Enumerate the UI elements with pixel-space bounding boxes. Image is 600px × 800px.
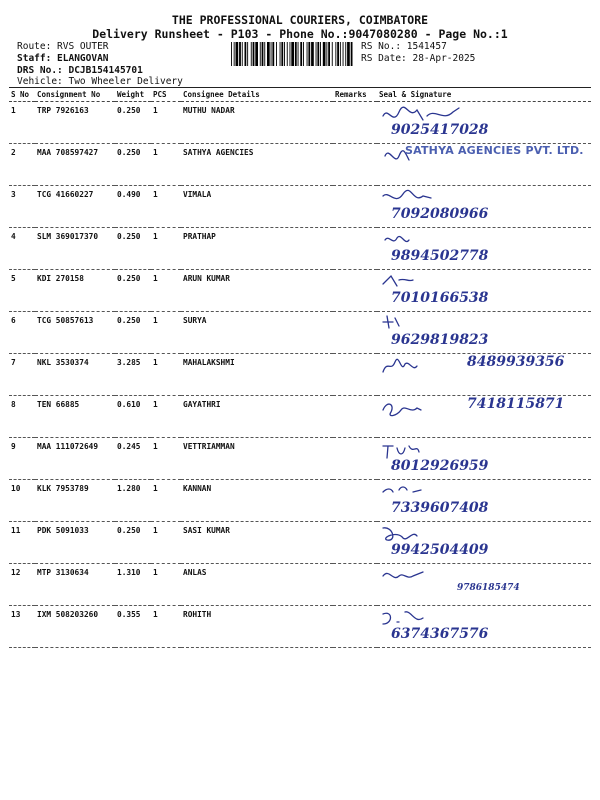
row-consignee: MAHALAKSHMI bbox=[181, 354, 333, 396]
row-pcs: 1 bbox=[151, 312, 181, 354]
table-row bbox=[9, 480, 591, 522]
row-weight: 0.250 bbox=[115, 312, 151, 354]
row-consignment-no: TCG 41660227 bbox=[35, 186, 115, 228]
row-sno: 9 bbox=[9, 438, 35, 480]
drs-number: DRS No.: DCJB154145701 bbox=[17, 65, 143, 76]
row-signature bbox=[377, 438, 591, 480]
row-consignee: KANNAN bbox=[181, 480, 333, 522]
table-row bbox=[9, 438, 591, 480]
row-consignment-no: MTP 3130634 bbox=[35, 564, 115, 606]
runsheet-subtitle: Delivery Runsheet - P103 - Phone No.:9047080280 - Page No.:1 bbox=[92, 27, 508, 41]
row-sno: 3 bbox=[9, 186, 35, 228]
handwritten-signature-icon bbox=[377, 518, 587, 562]
table-row bbox=[9, 396, 591, 438]
handwritten-signature-icon bbox=[377, 602, 587, 646]
handwritten-signature-icon bbox=[377, 308, 587, 352]
handwritten-phone: 9025417028 bbox=[391, 122, 489, 138]
runsheet-table bbox=[9, 87, 591, 648]
row-signature bbox=[377, 312, 591, 354]
row-sno: 12 bbox=[9, 564, 35, 606]
row-pcs: 1 bbox=[151, 186, 181, 228]
company-title: THE PROFESSIONAL COURIERS, COIMBATORE bbox=[171, 13, 429, 27]
row-weight: 0.250 bbox=[115, 228, 151, 270]
handwritten-phone: 9786185474 bbox=[457, 583, 520, 593]
table-row bbox=[9, 354, 591, 396]
row-weight: 0.245 bbox=[115, 438, 151, 480]
table-row bbox=[9, 270, 591, 312]
handwritten-phone: 8489939356 bbox=[467, 354, 565, 370]
row-pcs: 1 bbox=[151, 270, 181, 312]
handwritten-phone: 9894502778 bbox=[391, 248, 489, 264]
row-consignment-no: NKL 3530374 bbox=[35, 354, 115, 396]
row-signature bbox=[377, 480, 591, 522]
row-consignment-no: TEN 66885 bbox=[35, 396, 115, 438]
handwritten-signature-icon bbox=[377, 560, 587, 604]
handwritten-signature-icon bbox=[377, 224, 587, 268]
row-sno: 10 bbox=[9, 480, 35, 522]
table-row bbox=[9, 228, 591, 270]
row-pcs: 1 bbox=[151, 522, 181, 564]
handwritten-phone: 7010166538 bbox=[391, 290, 489, 306]
row-remarks bbox=[333, 606, 377, 648]
table-row bbox=[9, 102, 591, 144]
row-consignment-no: TCG 50857613 bbox=[35, 312, 115, 354]
row-consignee: VIMALA bbox=[181, 186, 333, 228]
row-weight: 0.250 bbox=[115, 270, 151, 312]
row-sno: 11 bbox=[9, 522, 35, 564]
row-pcs: 1 bbox=[151, 480, 181, 522]
row-consignment-no: IXM 508203260 bbox=[35, 606, 115, 648]
row-consignment-no: TRP 7926163 bbox=[35, 102, 115, 144]
row-signature bbox=[377, 354, 591, 396]
row-pcs: 1 bbox=[151, 438, 181, 480]
row-consignment-no: KDI 270158 bbox=[35, 270, 115, 312]
staff-label: Staff: ELANGOVAN bbox=[17, 53, 109, 64]
barcode-image bbox=[231, 42, 353, 66]
table-row bbox=[9, 522, 591, 564]
row-remarks bbox=[333, 270, 377, 312]
table-row bbox=[9, 564, 591, 606]
row-signature bbox=[377, 270, 591, 312]
row-signature bbox=[377, 228, 591, 270]
row-remarks bbox=[333, 480, 377, 522]
row-pcs: 1 bbox=[151, 396, 181, 438]
table-row bbox=[9, 606, 591, 648]
handwritten-signature-icon bbox=[377, 434, 587, 478]
row-signature bbox=[377, 522, 591, 564]
company-seal-stamp: SATHYA AGENCIES PVT. LTD. bbox=[405, 144, 584, 157]
row-remarks bbox=[333, 102, 377, 144]
row-remarks bbox=[333, 228, 377, 270]
row-remarks bbox=[333, 312, 377, 354]
row-consignee: PRATHAP bbox=[181, 228, 333, 270]
row-weight: 0.610 bbox=[115, 396, 151, 438]
header-consignee: Consignee Details bbox=[181, 88, 333, 102]
handwritten-signature-icon bbox=[377, 392, 587, 436]
rs-date: RS Date: 28-Apr-2025 bbox=[361, 53, 476, 64]
rs-number: RS No.: 1541457 bbox=[361, 41, 447, 52]
row-consignee: ANLAS bbox=[181, 564, 333, 606]
row-pcs: 1 bbox=[151, 144, 181, 186]
row-consignee: SASI KUMAR bbox=[181, 522, 333, 564]
row-weight: 1.280 bbox=[115, 480, 151, 522]
row-sno: 6 bbox=[9, 312, 35, 354]
handwritten-phone: 9629819823 bbox=[391, 332, 489, 348]
header-remarks: Remarks bbox=[333, 88, 377, 102]
row-weight: 0.355 bbox=[115, 606, 151, 648]
handwritten-signature-icon bbox=[377, 350, 587, 394]
row-sno: 5 bbox=[9, 270, 35, 312]
row-consignment-no: PDK 5091033 bbox=[35, 522, 115, 564]
row-remarks bbox=[333, 438, 377, 480]
row-sno: 2 bbox=[9, 144, 35, 186]
handwritten-phone: 9942504409 bbox=[391, 542, 489, 558]
row-consignment-no: SLM 369017370 bbox=[35, 228, 115, 270]
row-pcs: 1 bbox=[151, 606, 181, 648]
row-pcs: 1 bbox=[151, 102, 181, 144]
header-weight: Weight bbox=[115, 88, 151, 102]
row-signature bbox=[377, 564, 591, 606]
row-consignment-no: KLK 7953789 bbox=[35, 480, 115, 522]
row-weight: 0.250 bbox=[115, 144, 151, 186]
row-remarks bbox=[333, 522, 377, 564]
table-row bbox=[9, 312, 591, 354]
row-weight: 0.250 bbox=[115, 522, 151, 564]
row-pcs: 1 bbox=[151, 228, 181, 270]
row-remarks bbox=[333, 144, 377, 186]
row-signature bbox=[377, 144, 591, 186]
handwritten-phone: 6374367576 bbox=[391, 626, 489, 642]
header-sno: S No bbox=[9, 88, 35, 102]
row-consignee: MUTHU NADAR bbox=[181, 102, 333, 144]
row-remarks bbox=[333, 564, 377, 606]
row-pcs: 1 bbox=[151, 354, 181, 396]
route-label: Route: RVS OUTER bbox=[17, 41, 109, 52]
vehicle-label: Vehicle: Two Wheeler Delivery bbox=[17, 76, 183, 87]
table-row bbox=[9, 186, 591, 228]
row-signature bbox=[377, 186, 591, 228]
header-signature: Seal & Signature bbox=[377, 88, 591, 102]
row-consignee: SURYA bbox=[181, 312, 333, 354]
handwritten-phone: 7418115871 bbox=[467, 396, 565, 412]
row-weight: 0.250 bbox=[115, 102, 151, 144]
row-sno: 1 bbox=[9, 102, 35, 144]
handwritten-phone: 7339607408 bbox=[391, 500, 489, 516]
handwritten-phone: 7092080966 bbox=[391, 206, 489, 222]
handwritten-signature-icon bbox=[377, 476, 587, 520]
row-weight: 3.285 bbox=[115, 354, 151, 396]
row-consignee: SATHYA AGENCIES bbox=[181, 144, 333, 186]
row-signature bbox=[377, 396, 591, 438]
row-consignment-no: MAA 708597427 bbox=[35, 144, 115, 186]
handwritten-signature-icon bbox=[377, 182, 587, 226]
row-consignee: ARUN KUMAR bbox=[181, 270, 333, 312]
handwritten-signature-icon bbox=[377, 266, 587, 310]
row-consignee: GAYATHRI bbox=[181, 396, 333, 438]
row-remarks bbox=[333, 186, 377, 228]
row-sno: 8 bbox=[9, 396, 35, 438]
row-remarks bbox=[333, 396, 377, 438]
row-weight: 0.490 bbox=[115, 186, 151, 228]
row-consignment-no: MAA 111072649 bbox=[35, 438, 115, 480]
table-row bbox=[9, 144, 591, 186]
row-sno: 4 bbox=[9, 228, 35, 270]
row-sno: 7 bbox=[9, 354, 35, 396]
row-weight: 1.310 bbox=[115, 564, 151, 606]
row-sno: 13 bbox=[9, 606, 35, 648]
header-consignment: Consignment No bbox=[35, 88, 115, 102]
row-pcs: 1 bbox=[151, 564, 181, 606]
row-consignee: VETTRIAMMAN bbox=[181, 438, 333, 480]
row-remarks bbox=[333, 354, 377, 396]
header-pcs: PCS bbox=[151, 88, 181, 102]
handwritten-signature-icon bbox=[377, 98, 587, 142]
row-signature bbox=[377, 102, 591, 144]
handwritten-phone: 8012926959 bbox=[391, 458, 489, 474]
row-signature bbox=[377, 606, 591, 648]
row-consignee: ROHITH bbox=[181, 606, 333, 648]
